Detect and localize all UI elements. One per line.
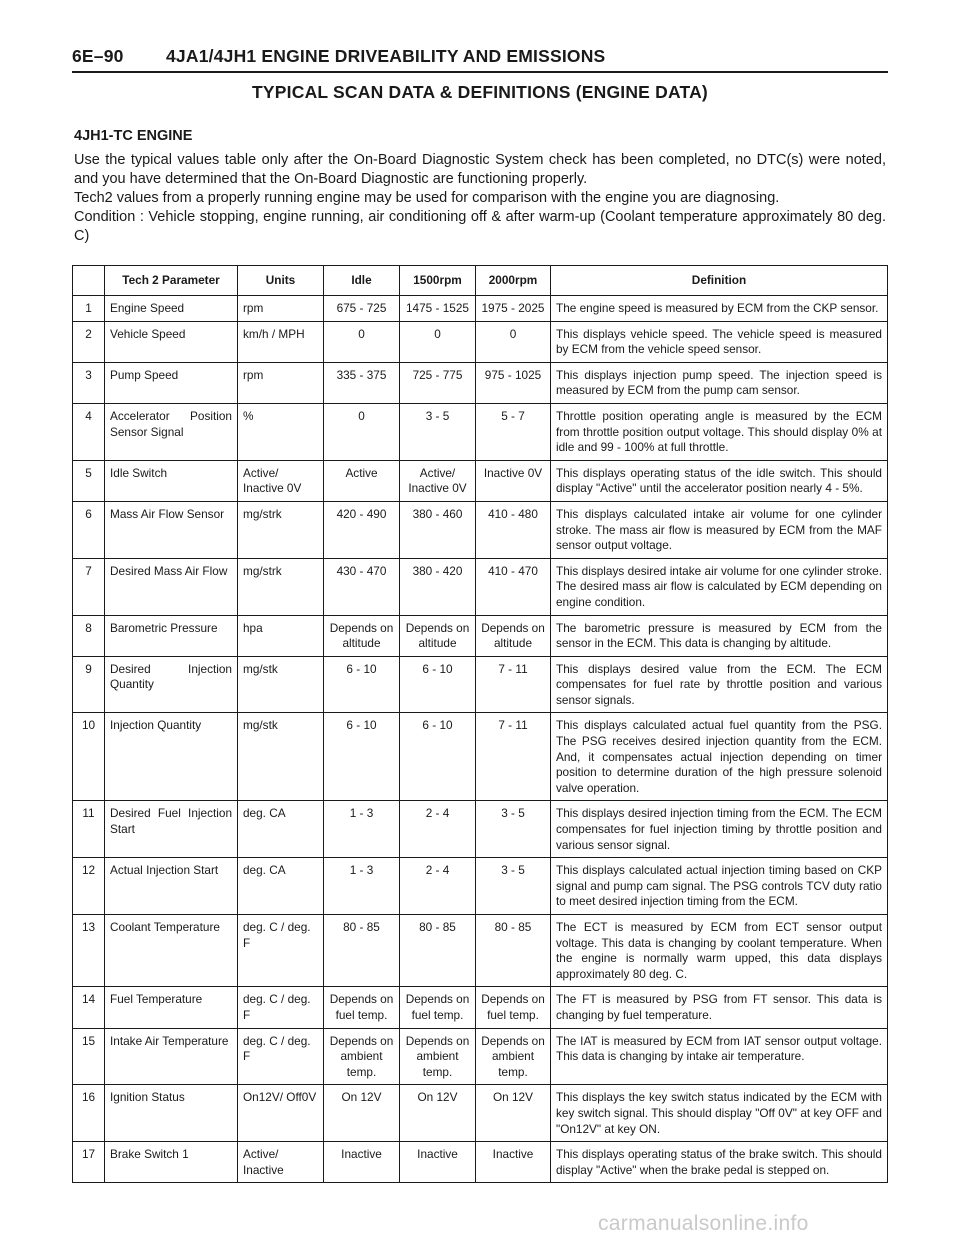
rpm1500-value: 725 - 775 (400, 362, 476, 403)
rpm1500-value: 6 - 10 (400, 656, 476, 713)
idle-value: Depends on ambient temp. (324, 1028, 400, 1085)
definition-cell: This displays desired injection timing from the ECM. The ECM compensates for fuel injection timing by throttle position and various sensor signal. (551, 801, 888, 858)
header-divider (72, 71, 888, 73)
header-definition: Definition (551, 266, 888, 296)
header-num (73, 266, 105, 296)
parameter-name: Actual Injection Start (105, 858, 238, 915)
table-row (73, 801, 888, 858)
rpm1500-value: 6 - 10 (400, 713, 476, 801)
table-row (73, 858, 888, 915)
units-cell: mg/strk (238, 501, 324, 558)
intro-paragraph: Condition : Vehicle stopping, engine running, air conditioning off & after warm-up (Coolant temperature approximately 80 deg. C) (74, 209, 886, 244)
units-cell: Active/ Inactive 0V (238, 460, 324, 501)
parameter-name: Desired Fuel Injection Start (105, 801, 238, 858)
row-number: 11 (73, 801, 105, 858)
definition-cell: This displays calculated actual injection timing based on CKP signal and pump cam signal. The PSG controls TCV duty ratio to meet desired injection timing from the ECM. (551, 858, 888, 915)
rpm1500-value: 2 - 4 (400, 858, 476, 915)
units-cell: Active/ Inactive (238, 1142, 324, 1183)
rpm2000-value: 7 - 11 (476, 656, 551, 713)
parameter-name: Barometric Pressure (105, 615, 238, 656)
row-number: 4 (73, 403, 105, 460)
parameter-name: Accelerator Position Sensor Signal (105, 403, 238, 460)
row-number: 13 (73, 915, 105, 987)
row-number: 14 (73, 987, 105, 1028)
definition-cell: This displays desired value from the ECM. The ECM compensates for fuel rate by throttle position and various sensor signals. (551, 656, 888, 713)
definition-cell: This displays injection pump speed. The injection speed is measured by ECM from the pump cam sensor. (551, 362, 888, 403)
units-cell: rpm (238, 362, 324, 403)
intro-text (74, 151, 886, 246)
rpm1500-value: On 12V (400, 1085, 476, 1142)
units-cell: mg/strk (238, 558, 324, 615)
rpm2000-value: 0 (476, 321, 551, 362)
table-row (73, 321, 888, 362)
idle-value: 80 - 85 (324, 915, 400, 987)
row-number: 1 (73, 296, 105, 322)
table-row (73, 713, 888, 801)
table-row (73, 362, 888, 403)
rpm1500-value: 80 - 85 (400, 915, 476, 987)
rpm1500-value: Depends on altitude (400, 615, 476, 656)
units-cell: deg. C / deg. F (238, 1028, 324, 1085)
rpm1500-value: Depends on fuel temp. (400, 987, 476, 1028)
rpm2000-value: 5 - 7 (476, 403, 551, 460)
row-number: 8 (73, 615, 105, 656)
rpm2000-value: Depends on ambient temp. (476, 1028, 551, 1085)
idle-value: Depends on fuel temp. (324, 987, 400, 1028)
parameter-name: Mass Air Flow Sensor (105, 501, 238, 558)
rpm2000-value: 410 - 480 (476, 501, 551, 558)
units-cell: deg. C / deg. F (238, 915, 324, 987)
row-number: 2 (73, 321, 105, 362)
table-row (73, 1142, 888, 1183)
row-number: 5 (73, 460, 105, 501)
row-number: 9 (73, 656, 105, 713)
idle-value: Active (324, 460, 400, 501)
idle-value: Depends on altitude (324, 615, 400, 656)
header-2000rpm: 2000rpm (476, 266, 551, 296)
definition-cell: This displays desired intake air volume for one cylinder stroke. The desired mass air flow is calculated by ECM depending on engine condition. (551, 558, 888, 615)
rpm2000-value: 80 - 85 (476, 915, 551, 987)
header-parameter: Tech 2 Parameter (105, 266, 238, 296)
table-row (73, 1085, 888, 1142)
units-cell: deg. C / deg. F (238, 987, 324, 1028)
rpm2000-value: On 12V (476, 1085, 551, 1142)
units-cell: mg/stk (238, 713, 324, 801)
intro-paragraph: Tech2 values from a properly running engine may be used for comparison with the engine you are diagnosing. (74, 190, 780, 206)
rpm1500-value: 3 - 5 (400, 403, 476, 460)
scan-data-table (72, 265, 888, 1183)
definition-cell: The barometric pressure is measured by ECM from the sensor in the ECM. This data is changing by altitude. (551, 615, 888, 656)
parameter-name: Engine Speed (105, 296, 238, 322)
rpm2000-value: Inactive (476, 1142, 551, 1183)
rpm1500-value: Inactive (400, 1142, 476, 1183)
table-row (73, 1028, 888, 1085)
parameter-name: Fuel Temperature (105, 987, 238, 1028)
units-cell: km/h / MPH (238, 321, 324, 362)
units-cell: mg/stk (238, 656, 324, 713)
watermark: carmanualsonline.info (598, 1212, 809, 1235)
idle-value: 0 (324, 321, 400, 362)
parameter-name: Desired Injection Quantity (105, 656, 238, 713)
idle-value: On 12V (324, 1085, 400, 1142)
idle-value: 420 - 490 (324, 501, 400, 558)
row-number: 6 (73, 501, 105, 558)
parameter-name: Vehicle Speed (105, 321, 238, 362)
rpm1500-value: 1475 - 1525 (400, 296, 476, 322)
definition-cell: The IAT is measured by ECM from IAT sensor output voltage. This data is changing by intake air temperature. (551, 1028, 888, 1085)
table-row (73, 296, 888, 322)
idle-value: 1 - 3 (324, 858, 400, 915)
row-number: 12 (73, 858, 105, 915)
table-row (73, 615, 888, 656)
table-row (73, 987, 888, 1028)
idle-value: 1 - 3 (324, 801, 400, 858)
parameter-name: Ignition Status (105, 1085, 238, 1142)
definition-cell: This displays operating status of the idle switch. This should display "Active" until the accelerator position nearly 4 - 5%. (551, 460, 888, 501)
idle-value: 0 (324, 403, 400, 460)
row-number: 16 (73, 1085, 105, 1142)
table-header-row (73, 266, 888, 296)
engine-heading: 4JH1-TC ENGINE (74, 128, 193, 144)
running-header (72, 46, 888, 70)
definition-cell: The FT is measured by PSG from FT sensor. This data is changing by fuel temperature. (551, 987, 888, 1028)
rpm2000-value: 1975 - 2025 (476, 296, 551, 322)
row-number: 3 (73, 362, 105, 403)
units-cell: deg. CA (238, 858, 324, 915)
rpm1500-value: 380 - 460 (400, 501, 476, 558)
units-cell: hpa (238, 615, 324, 656)
definition-cell: Throttle position operating angle is measured by the ECM from throttle position output voltage. This should display 0% at idle and 99 - 100% at full throttle. (551, 403, 888, 460)
rpm1500-value: 0 (400, 321, 476, 362)
table-row (73, 460, 888, 501)
idle-value: 675 - 725 (324, 296, 400, 322)
definition-cell: This displays the key switch status indicated by the ECM with key switch signal. This should display "Off 0V" at key OFF and "On12V" at key ON. (551, 1085, 888, 1142)
rpm2000-value: 410 - 470 (476, 558, 551, 615)
idle-value: 6 - 10 (324, 656, 400, 713)
table-row (73, 558, 888, 615)
header-units: Units (238, 266, 324, 296)
units-cell: On12V/ Off0V (238, 1085, 324, 1142)
definition-cell: This displays calculated intake air volume for one cylinder stroke. The mass air flow is measured by ECM from the MAF sensor output voltage. (551, 501, 888, 558)
rpm2000-value: Inactive 0V (476, 460, 551, 501)
header-1500rpm: 1500rpm (400, 266, 476, 296)
row-number: 10 (73, 713, 105, 801)
row-number: 15 (73, 1028, 105, 1085)
idle-value: 6 - 10 (324, 713, 400, 801)
rpm2000-value: Depends on fuel temp. (476, 987, 551, 1028)
rpm2000-value: 3 - 5 (476, 858, 551, 915)
header-idle: Idle (324, 266, 400, 296)
rpm1500-value: 2 - 4 (400, 801, 476, 858)
rpm1500-value: Active/ Inactive 0V (400, 460, 476, 501)
parameter-name: Idle Switch (105, 460, 238, 501)
rpm2000-value: 975 - 1025 (476, 362, 551, 403)
idle-value: Inactive (324, 1142, 400, 1183)
table-row (73, 656, 888, 713)
idle-value: 335 - 375 (324, 362, 400, 403)
chapter-title: 4JA1/4JH1 ENGINE DRIVEABILITY AND EMISSIONS (166, 46, 606, 66)
definition-cell: The engine speed is measured by ECM from the CKP sensor. (551, 296, 888, 322)
row-number: 7 (73, 558, 105, 615)
rpm2000-value: Depends on altitude (476, 615, 551, 656)
parameter-name: Pump Speed (105, 362, 238, 403)
definition-cell: This displays calculated actual fuel quantity from the PSG. The PSG receives desired injection quantity from the ECM. And, it compensates actual injection depending on timer position to determine duration of the high pressure solenoid valve operation. (551, 713, 888, 801)
intro-paragraph: Use the typical values table only after the On-Board Diagnostic System check has been completed, no DTC(s) were noted, and you have determined that the On-Board Diagnostic are functioning properly. (74, 152, 886, 187)
table-row (73, 501, 888, 558)
table-row (73, 915, 888, 987)
page-number: 6E–90 (72, 46, 124, 66)
table-row (73, 403, 888, 460)
definition-cell: This displays operating status of the brake switch. This should display "Active" when the brake pedal is stepped on. (551, 1142, 888, 1183)
units-cell: deg. CA (238, 801, 324, 858)
definition-cell: This displays vehicle speed. The vehicle speed is measured by ECM from the vehicle speed sensor. (551, 321, 888, 362)
parameter-name: Injection Quantity (105, 713, 238, 801)
idle-value: 430 - 470 (324, 558, 400, 615)
units-cell: % (238, 403, 324, 460)
section-title: TYPICAL SCAN DATA & DEFINITIONS (ENGINE DATA) (252, 82, 708, 102)
rpm2000-value: 7 - 11 (476, 713, 551, 801)
parameter-name: Intake Air Temperature (105, 1028, 238, 1085)
rpm2000-value: 3 - 5 (476, 801, 551, 858)
parameter-name: Brake Switch 1 (105, 1142, 238, 1183)
parameter-name: Coolant Temperature (105, 915, 238, 987)
row-number: 17 (73, 1142, 105, 1183)
rpm1500-value: Depends on ambient temp. (400, 1028, 476, 1085)
rpm1500-value: 380 - 420 (400, 558, 476, 615)
parameter-name: Desired Mass Air Flow (105, 558, 238, 615)
definition-cell: The ECT is measured by ECM from ECT sensor output voltage. This data is changing by coolant temperature. When the engine is normally warm upped, this data displays approximately 80 deg. C. (551, 915, 888, 987)
units-cell: rpm (238, 296, 324, 322)
